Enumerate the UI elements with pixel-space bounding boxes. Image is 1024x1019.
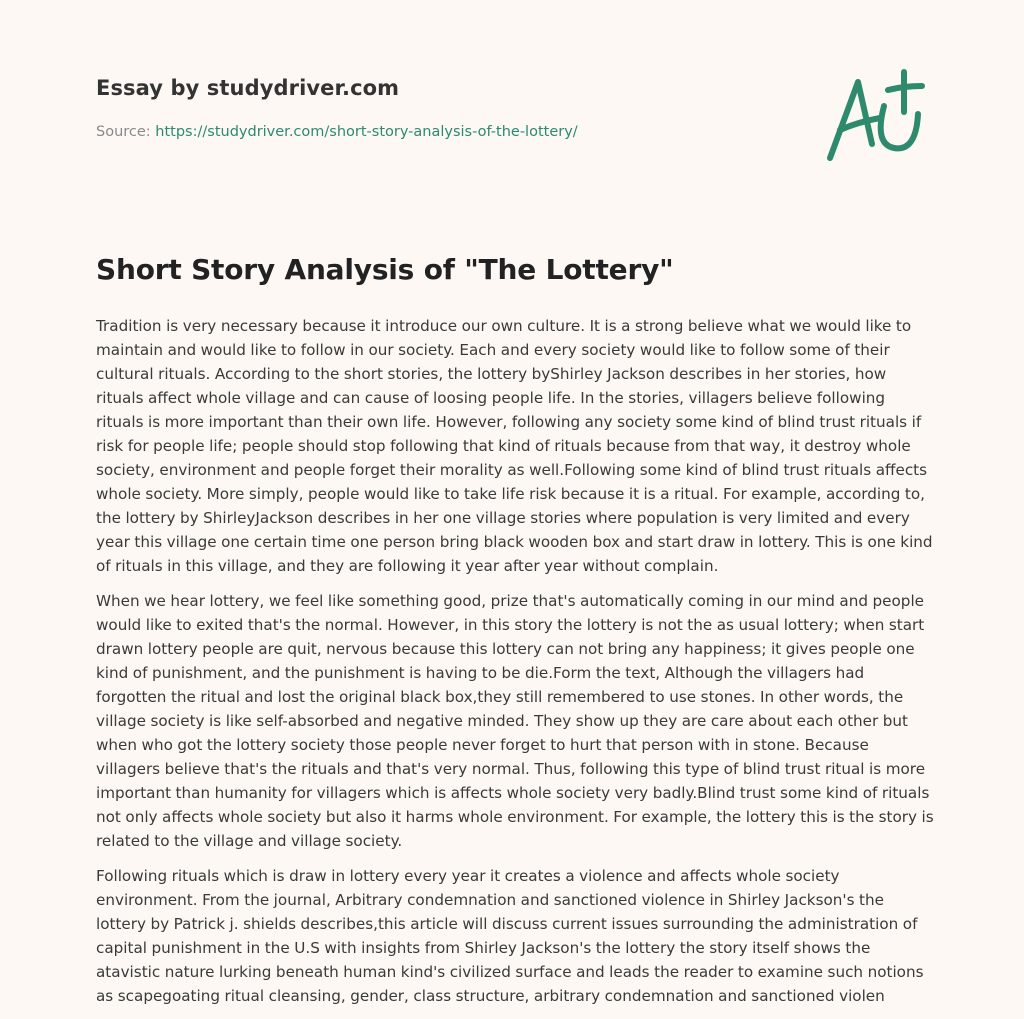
essay-paragraph: Tradition is very necessary because it introduce our own culture. It is a strong believe what we would like to maintain and would like to follow in our society. Each and every society would like to follow some of their cultural rituals. According to the short stories, the lottery byShirley Jackson describes in her stories, how rituals affect whole village and can cause of loosing people life. In the stories, villagers believe following rituals is more important than their own life. However, following any society some kind of blind trust rituals if risk for people life; people should stop following that kind of rituals because from that way, it destroy whole society, environment and people forget their morality as well.Following some kind of blind trust rituals affects whole society. More simply, people would like to take life risk because it is a ritual. For example, according to, the lottery by ShirleyJackson describes in her one village stories where population is very limited and every year this village one certain time one person bring black wooden box and start draw in lottery. This is one kind of rituals in this village, and they are following it year after year without complain. [96, 317, 933, 575]
essay-title: Short Story Analysis of "The Lottery" [96, 253, 674, 286]
essay-paragraph: When we hear lottery, we feel like something good, prize that's automatically coming in our mind and people would like to exited that's the normal. However, in this story the lottery is not the as usual lottery; when start drawn lottery people are quit, nervous because this lottery can not bring any happiness; it gives people one kind of punishment, and the punishment is having to be die.Form the text, Although the villagers had forgotten the ritual and lost the original black box,they still remembered to use stones. In other words, the village society is like self-absorbed and negative minded. They show up they are care about each other but when who got the lottery society those people never forget to hurt that person with in stone. Because villagers believe that's the rituals and that's very normal. Thus, following this type of blind trust ritual is more important than humanity for villagers which is affects whole society very badly.Blind trust some kind of rituals not only affects whole society but also it harms whole environment. For example, the lottery this is the story is related to the village and village society. [96, 592, 934, 850]
essay-body [96, 314, 936, 1019]
site-title: Essay by studydriver.com [96, 76, 400, 100]
source-link[interactable]: https://studydriver.com/short-story-analysis-of-the-lottery/ [155, 124, 578, 140]
source-label: Source: [96, 124, 151, 140]
essay-paragraph: Following rituals which is draw in lottery every year it creates a violence and affects whole society environment. From the journal, Arbitrary condemnation and sanctioned violence in Shirley Jackson's the lottery by Patrick j. shields describes,this article will discuss current issues surrounding the administration of capital punishment in the U.S with insights from Shirley Jackson's the lottery the story itself shows the atavistic nature lurking beneath human kind's civilized surface and leads the reader to examine such notions as scapegoating ritual cleansing, gender, class structure, arbitrary condemnation and sanctioned violen [96, 867, 924, 1005]
a-plus-logo-icon [820, 66, 932, 166]
source-line [96, 124, 578, 140]
